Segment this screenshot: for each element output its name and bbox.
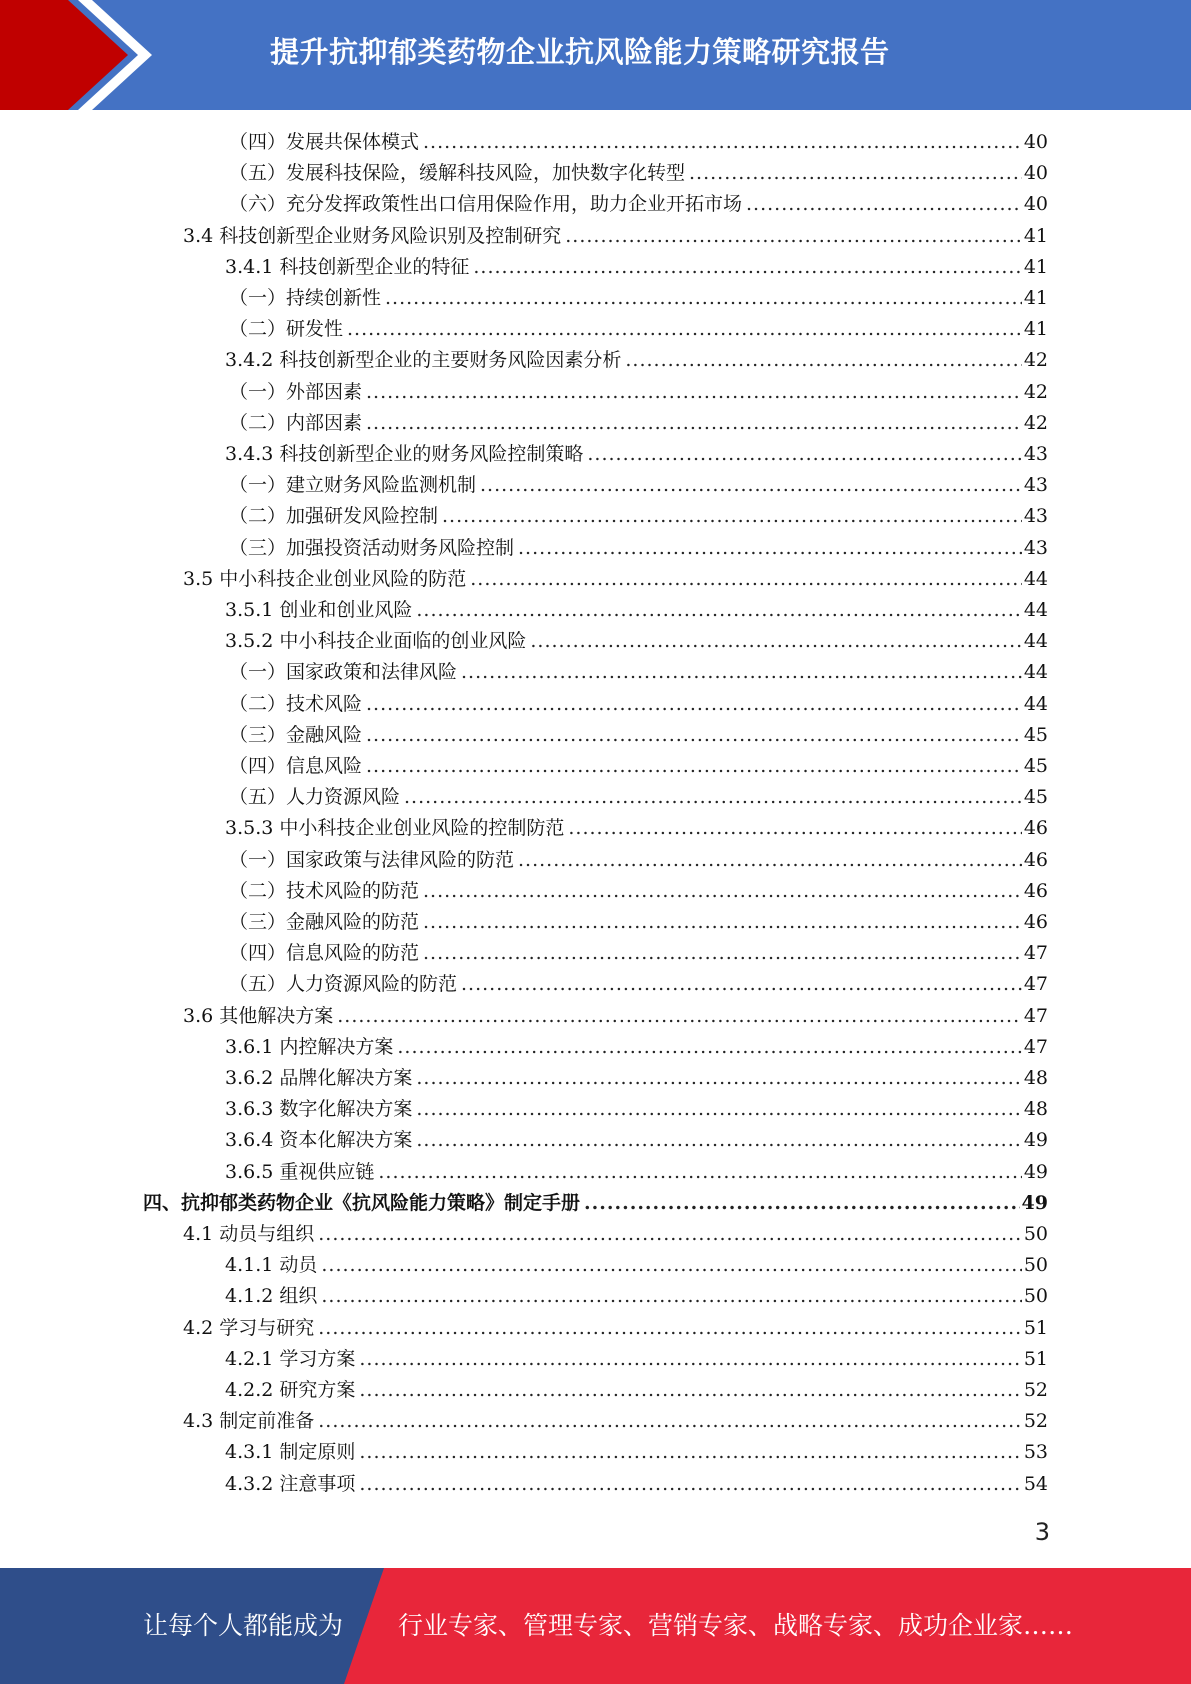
toc-entry[interactable]	[229, 720, 1048, 751]
toc-entry-page: 52	[1023, 1379, 1048, 1401]
toc-entry-page: 41	[1023, 318, 1048, 340]
toc-entry[interactable]	[229, 938, 1048, 969]
toc-dot-leader	[423, 876, 1022, 907]
toc-entry-title: 4.2.1 学习方案	[225, 1348, 356, 1370]
toc-entry-title: （一）持续创新性	[229, 287, 382, 309]
toc-entry-title: 4.1 动员与组织	[183, 1223, 315, 1245]
toc-entry-title: （二）技术风险	[229, 693, 363, 715]
toc-entry[interactable]	[225, 1437, 1048, 1468]
toc-entry[interactable]	[183, 1001, 1048, 1032]
toc-dot-leader	[397, 1032, 1021, 1063]
page-number: 3	[1034, 1518, 1050, 1546]
toc-entry-title: （三）加强投资活动财务风险控制	[229, 537, 515, 559]
toc-dot-leader	[518, 533, 1022, 564]
toc-entry[interactable]	[225, 1281, 1048, 1312]
toc-entry-page: 45	[1023, 724, 1048, 746]
toc-entry[interactable]	[225, 1344, 1048, 1375]
toc-dot-leader	[366, 408, 1022, 439]
toc-entry-page: 40	[1023, 193, 1048, 215]
toc-entry[interactable]	[225, 1375, 1048, 1406]
toc-entry-title: （二）内部因素	[229, 412, 363, 434]
toc-entry[interactable]	[225, 1094, 1048, 1125]
toc-entry-title: （一）建立财务风险监测机制	[229, 474, 477, 496]
toc-entry[interactable]	[225, 1157, 1048, 1188]
toc-dot-leader	[625, 345, 1021, 376]
toc-entry[interactable]	[225, 439, 1048, 470]
footer-slogan-right: 行业专家、管理专家、营销专家、战略专家、成功企业家……	[398, 1611, 1074, 1640]
toc-entry-title: （一）外部因素	[229, 381, 363, 403]
toc-entry[interactable]	[229, 158, 1048, 189]
toc-entry-page: 50	[1023, 1223, 1048, 1245]
toc-entry-title: （二）加强研发风险控制	[229, 505, 439, 527]
toc-entry[interactable]	[229, 689, 1048, 720]
toc-entry-page: 44	[1023, 661, 1048, 683]
toc-dot-leader	[416, 595, 1021, 626]
toc-dot-leader	[746, 189, 1022, 220]
toc-entry-title: 3.4.2 科技创新型企业的主要财务风险因素分析	[225, 349, 622, 371]
toc-dot-leader	[366, 689, 1022, 720]
toc-entry[interactable]	[143, 1188, 1048, 1219]
toc-dot-leader	[321, 1250, 1021, 1281]
toc-entry-title: 3.6.4 资本化解决方案	[225, 1129, 413, 1151]
toc-entry[interactable]	[229, 969, 1048, 1000]
toc-dot-leader	[359, 1344, 1021, 1375]
toc-dot-leader	[518, 845, 1022, 876]
toc-dot-leader	[366, 751, 1022, 782]
toc-entry[interactable]	[229, 314, 1048, 345]
toc-dot-leader	[366, 377, 1022, 408]
page-footer	[0, 1568, 1191, 1684]
toc-entry[interactable]	[183, 1313, 1048, 1344]
toc-dot-leader	[318, 1313, 1022, 1344]
toc-entry-page: 45	[1023, 786, 1048, 808]
toc-entry-page: 53	[1023, 1441, 1048, 1463]
toc-entry-page: 54	[1023, 1473, 1048, 1495]
toc-entry-page: 41	[1023, 225, 1048, 247]
toc-entry[interactable]	[183, 564, 1048, 595]
toc-dot-leader	[587, 439, 1021, 470]
toc-entry-title: （四）发展共保体模式	[229, 131, 420, 153]
toc-dot-leader	[404, 782, 1022, 813]
toc-entry[interactable]	[225, 595, 1048, 626]
toc-dot-leader	[359, 1375, 1021, 1406]
toc-entry-title: 4.2 学习与研究	[183, 1317, 315, 1339]
toc-dot-leader	[689, 158, 1022, 189]
toc-entry[interactable]	[225, 1032, 1048, 1063]
toc-entry[interactable]	[229, 533, 1048, 564]
toc-entry-title: 3.4 科技创新型企业财务风险识别及控制研究	[183, 225, 562, 247]
toc-entry-page: 44	[1023, 599, 1048, 621]
toc-entry-title: （二）技术风险的防范	[229, 880, 420, 902]
toc-entry-title: 3.6.3 数字化解决方案	[225, 1098, 413, 1120]
toc-entry-page: 48	[1023, 1098, 1048, 1120]
toc-entry-title: （四）信息风险	[229, 755, 363, 777]
toc-dot-leader	[359, 1469, 1021, 1500]
toc-dot-leader	[359, 1437, 1021, 1468]
toc-entry-page: 47	[1023, 1005, 1048, 1027]
toc-dot-leader	[318, 1219, 1022, 1250]
toc-entry-page: 45	[1023, 755, 1048, 777]
toc-entry-title: 4.1.2 组织	[225, 1285, 318, 1307]
toc-entry[interactable]	[225, 813, 1048, 844]
toc-entry[interactable]	[225, 1469, 1048, 1500]
toc-dot-leader	[416, 1125, 1021, 1156]
toc-entry-page: 51	[1023, 1348, 1048, 1370]
toc-dot-leader	[385, 283, 1022, 314]
toc-dot-leader	[565, 221, 1022, 252]
toc-entry-page: 46	[1023, 817, 1048, 839]
toc-entry-title: 3.4.3 科技创新型企业的财务风险控制策略	[225, 443, 584, 465]
toc-entry[interactable]	[229, 876, 1048, 907]
toc-dot-leader	[473, 252, 1021, 283]
toc-entry[interactable]	[229, 845, 1048, 876]
footer-slogan-left: 让每个人都能成为	[143, 1611, 344, 1640]
toc-entry-page: 50	[1023, 1285, 1048, 1307]
toc-entry-page: 44	[1023, 630, 1048, 652]
toc-entry[interactable]	[229, 377, 1048, 408]
toc-dot-leader	[416, 1063, 1021, 1094]
toc-entry-title: （一）国家政策与法律风险的防范	[229, 849, 515, 871]
toc-entry-title: 3.4.1 科技创新型企业的特征	[225, 256, 470, 278]
toc-entry[interactable]	[229, 501, 1048, 532]
toc-dot-leader	[461, 657, 1022, 688]
toc-entry-title: 4.2.2 研究方案	[225, 1379, 356, 1401]
toc-entry[interactable]	[229, 907, 1048, 938]
toc-entry-page: 48	[1023, 1067, 1048, 1089]
toc-entry-title: （三）金融风险的防范	[229, 911, 420, 933]
toc-dot-leader	[470, 564, 1022, 595]
toc-entry-page: 49	[1023, 1129, 1048, 1151]
page-header	[0, 0, 1191, 110]
toc-entry[interactable]	[229, 657, 1048, 688]
toc-entry-page: 43	[1023, 537, 1048, 559]
toc-entry[interactable]	[183, 221, 1048, 252]
toc-entry[interactable]	[225, 252, 1048, 283]
toc-entry-title: （五）人力资源风险的防范	[229, 973, 458, 995]
toc-dot-leader	[584, 1188, 1020, 1219]
toc-dot-leader	[321, 1281, 1021, 1312]
toc-entry-page: 42	[1023, 412, 1048, 434]
toc-entry[interactable]	[229, 782, 1048, 813]
toc-entry-title: 四、抗抑郁类药物企业《抗风险能力策略》制定手册	[143, 1192, 581, 1214]
toc-entry[interactable]	[229, 751, 1048, 782]
toc-entry-page: 50	[1023, 1254, 1048, 1276]
toc-entry[interactable]	[183, 1406, 1048, 1437]
toc-dot-leader	[366, 720, 1022, 751]
toc-entry-title: （三）金融风险	[229, 724, 363, 746]
toc-entry-title: 4.3 制定前准备	[183, 1410, 315, 1432]
toc-entry-page: 43	[1023, 505, 1048, 527]
toc-dot-leader	[480, 470, 1022, 501]
toc-entry-title: 4.3.2 注意事项	[225, 1473, 356, 1495]
toc-entry-page: 51	[1023, 1317, 1048, 1339]
toc-entry-page: 46	[1023, 911, 1048, 933]
toc-entry-title: （二）研发性	[229, 318, 344, 340]
toc-entry-title: 4.1.1 动员	[225, 1254, 318, 1276]
toc-entry[interactable]	[229, 127, 1048, 158]
header-arrow-decoration	[0, 0, 160, 110]
toc-entry-page: 46	[1023, 880, 1048, 902]
toc-entry-title: （一）国家政策和法律风险	[229, 661, 458, 683]
toc-entry[interactable]	[225, 1125, 1048, 1156]
toc-dot-leader	[423, 127, 1022, 158]
toc-entry-title: （五）人力资源风险	[229, 786, 401, 808]
toc-dot-leader	[347, 314, 1022, 345]
toc-entry[interactable]	[225, 1250, 1048, 1281]
toc-entry[interactable]	[225, 1063, 1048, 1094]
toc-entry-page: 44	[1023, 693, 1048, 715]
toc-entry[interactable]	[183, 1219, 1048, 1250]
toc-dot-leader	[461, 969, 1022, 1000]
toc-entry[interactable]	[229, 470, 1048, 501]
toc-entry-page: 41	[1023, 256, 1048, 278]
toc-dot-leader	[530, 626, 1021, 657]
toc-entry-title: 3.5 中小科技企业创业风险的防范	[183, 568, 467, 590]
toc-entry-title: 3.6 其他解决方案	[183, 1005, 334, 1027]
toc-entry-page: 40	[1023, 131, 1048, 153]
toc-entry-title: 3.6.5 重视供应链	[225, 1161, 375, 1183]
toc-entry-title: （五）发展科技保险，缓解科技风险，加快数字化转型	[229, 162, 686, 184]
report-title: 提升抗抑郁类药物企业抗风险能力策略研究报告	[270, 35, 890, 69]
toc-entry-page: 43	[1023, 443, 1048, 465]
toc-entry-page: 46	[1023, 849, 1048, 871]
toc-entry[interactable]	[229, 189, 1048, 220]
toc-entry-title: 4.3.1 制定原则	[225, 1441, 356, 1463]
toc-entry[interactable]	[229, 283, 1048, 314]
toc-entry-page: 52	[1023, 1410, 1048, 1432]
toc-entry[interactable]	[225, 626, 1048, 657]
toc-dot-leader	[568, 813, 1021, 844]
toc-entry[interactable]	[225, 345, 1048, 376]
toc-dot-leader	[378, 1157, 1021, 1188]
toc-entry-page: 44	[1023, 568, 1048, 590]
toc-entry-page: 49	[1021, 1192, 1048, 1214]
toc-dot-leader	[442, 501, 1022, 532]
toc-entry-page: 42	[1023, 381, 1048, 403]
toc-dot-leader	[337, 1001, 1022, 1032]
toc-entry[interactable]	[229, 408, 1048, 439]
toc-entry-title: 3.5.3 中小科技企业创业风险的控制防范	[225, 817, 565, 839]
toc-entry-page: 47	[1023, 942, 1048, 964]
toc-dot-leader	[423, 938, 1022, 969]
toc-dot-leader	[423, 907, 1022, 938]
toc-entry-page: 47	[1023, 973, 1048, 995]
toc-entry-page: 47	[1023, 1036, 1048, 1058]
toc-entry-page: 43	[1023, 474, 1048, 496]
toc-entry-title: 3.5.1 创业和创业风险	[225, 599, 413, 621]
toc-entry-title: 3.5.2 中小科技企业面临的创业风险	[225, 630, 527, 652]
toc-entry-title: 3.6.2 品牌化解决方案	[225, 1067, 413, 1089]
toc-entry-page: 49	[1023, 1161, 1048, 1183]
toc-dot-leader	[318, 1406, 1022, 1437]
toc-entry-title: 3.6.1 内控解决方案	[225, 1036, 394, 1058]
toc-entry-page: 41	[1023, 287, 1048, 309]
toc-entry-page: 40	[1023, 162, 1048, 184]
toc-entry-page: 42	[1023, 349, 1048, 371]
toc-dot-leader	[416, 1094, 1021, 1125]
toc-entry-title: （四）信息风险的防范	[229, 942, 420, 964]
toc-entry-title: （六）充分发挥政策性出口信用保险作用，助力企业开拓市场	[229, 193, 743, 215]
